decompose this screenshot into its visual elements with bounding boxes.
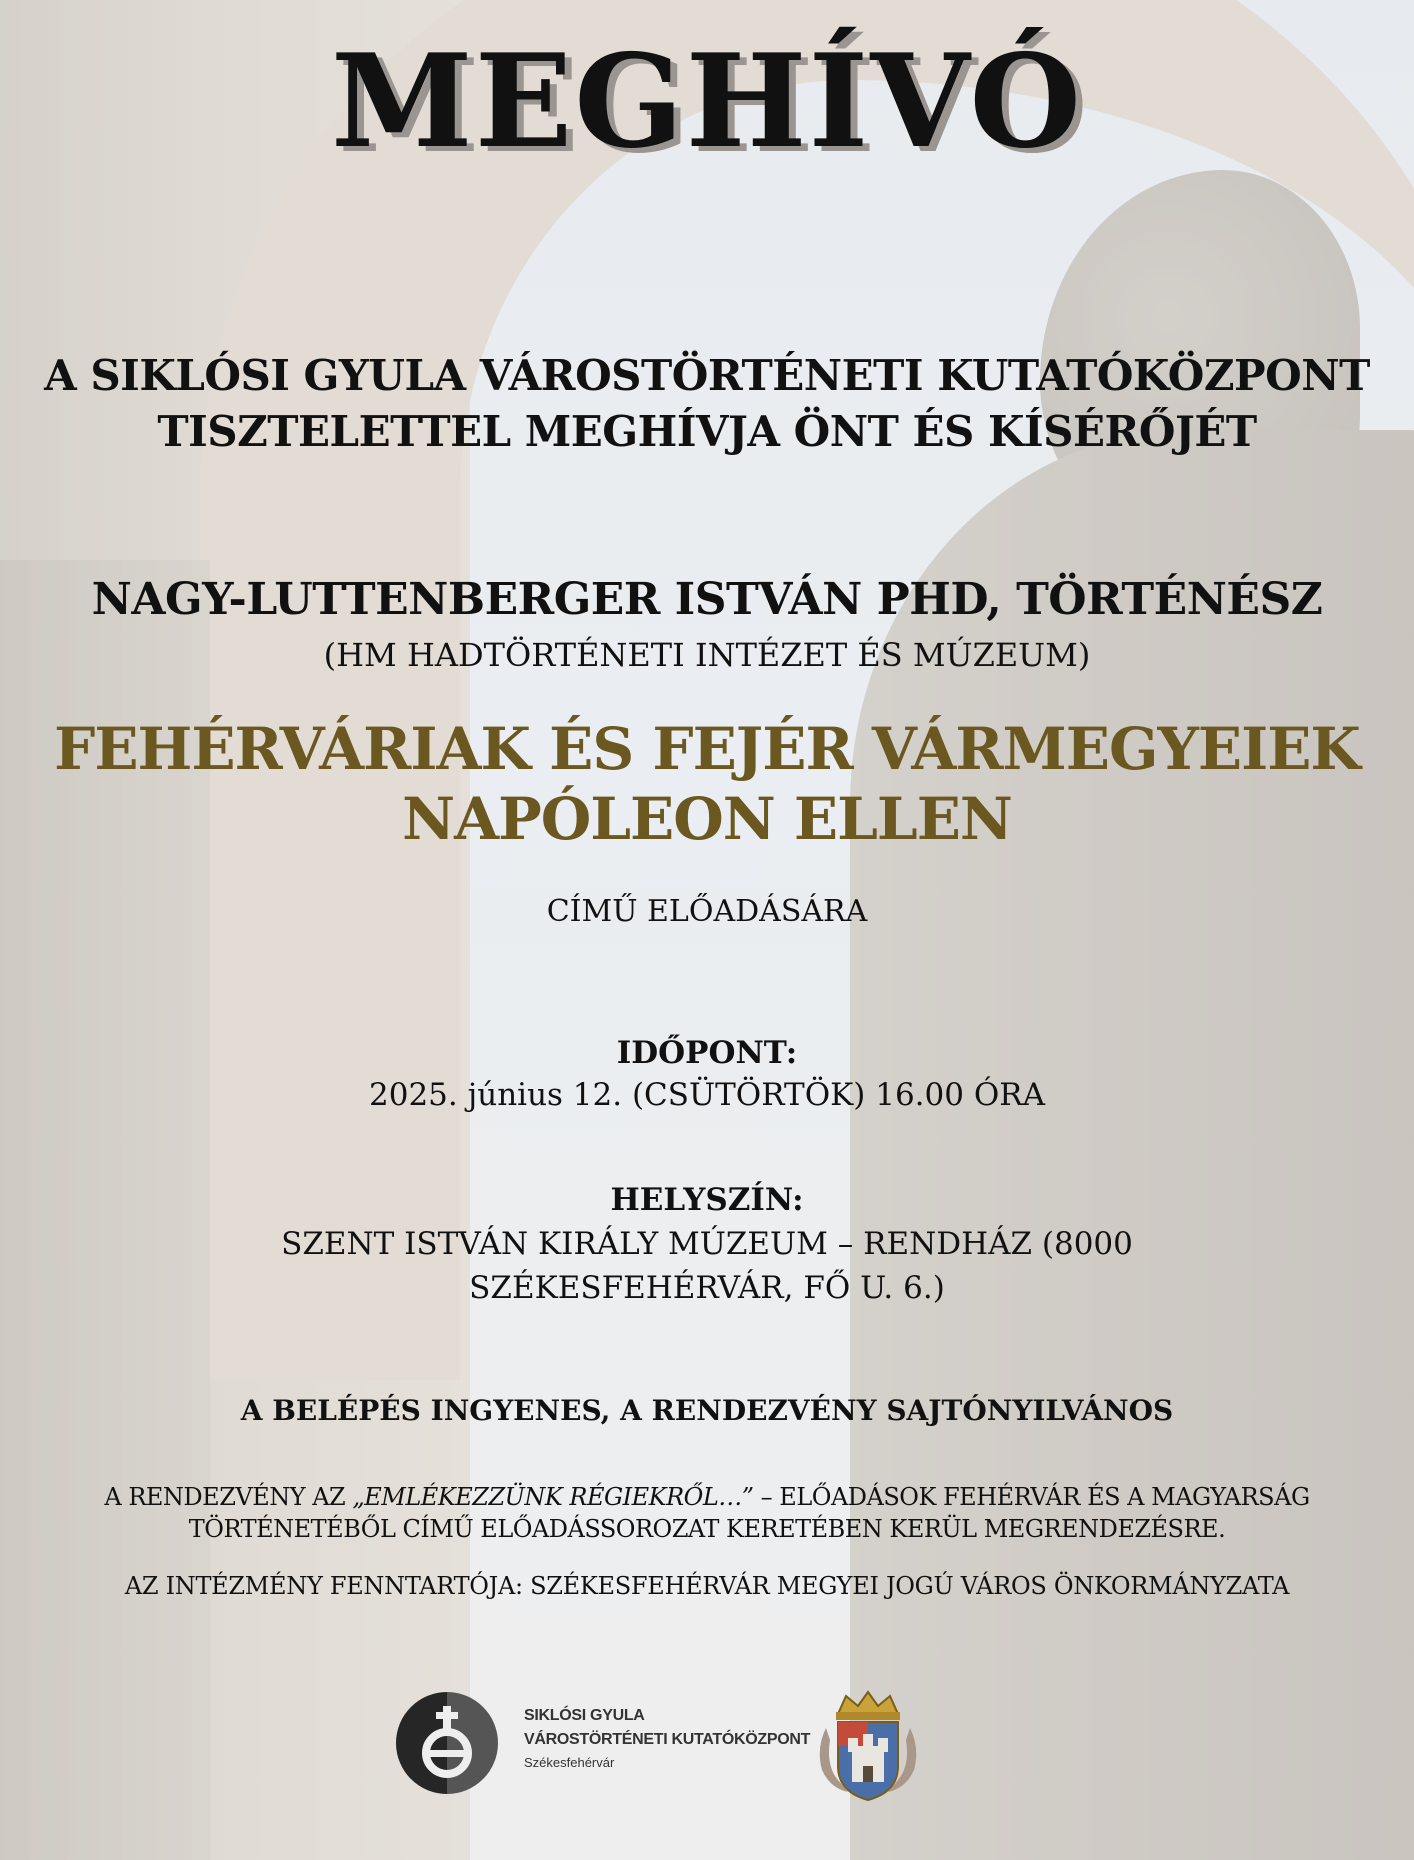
city-coat-of-arms-icon — [808, 1688, 928, 1806]
organizer-block — [20, 348, 1394, 460]
logo-cross-horizontal — [436, 1712, 458, 1719]
lecture-title-line-1: FEHÉRVÁRIAK ÉS FEJÉR VÁRMEGYEIEK — [54, 715, 1360, 783]
institute-logo-text — [524, 1704, 810, 1774]
series-name: „EMLÉKEZZÜNK RÉGIEKRŐL…” — [352, 1483, 754, 1511]
logo-line-1: SIKLÓSI GYULA — [524, 1707, 645, 1724]
series-prefix: A RENDEZVÉNY AZ — [104, 1483, 353, 1511]
maintainer-note: AZ INTÉZMÉNY FENNTARTÓJA: SZÉKESFEHÉRVÁR MEGYEI JOGÚ VÁROS ÖNKORMÁNYZATA — [124, 1572, 1290, 1600]
date-label: IDŐPONT: — [616, 1035, 798, 1071]
lecture-title — [20, 714, 1394, 854]
logo-bar — [424, 1750, 470, 1757]
logo-line-2: VÁROSTÖRTÉNETI KUTATÓKÖZPONT — [524, 1731, 811, 1748]
institute-logo-icon — [396, 1692, 498, 1794]
lecture-subtitle: CÍMŰ ELŐADÁSÁRA — [546, 894, 868, 929]
date-block — [20, 1032, 1394, 1116]
series-note — [100, 1481, 1314, 1545]
venue-block — [220, 1178, 1194, 1310]
speaker-name: NAGY-LUTTENBERGER ISTVÁN PHD, TÖRTÉNÉSZ — [91, 574, 1323, 625]
venue-label: HELYSZÍN: — [610, 1182, 804, 1218]
organizer-line-2: TISZTELETTEL MEGHÍVJA ÖNT ÉS KÍSÉRŐJÉT — [157, 407, 1257, 456]
speaker-affiliation: (HM HADTÖRTÉNETI INTÉZET ÉS MÚZEUM) — [323, 636, 1091, 674]
venue-value-line-2: SZÉKESFEHÉRVÁR, FŐ U. 6.) — [469, 1270, 945, 1306]
lecture-title-line-2: NAPÓLEON ELLEN — [402, 785, 1012, 853]
page-title: MEGHÍVÓ — [331, 27, 1083, 177]
series-note-line-2: TÖRTÉNETÉBŐL CÍMŰ ELŐADÁSSOROZAT KERETÉBEN KERÜL MEGRENDEZÉSRE. — [188, 1515, 1226, 1543]
date-value: 2025. június 12. (CSÜTÖRTÖK) 16.00 ÓRA — [369, 1077, 1045, 1113]
logos-row — [396, 1688, 956, 1806]
organizer-line-1: A SIKLÓSI GYULA VÁROSTÖRTÉNETI KUTATÓKÖZPONT — [44, 351, 1370, 400]
logo-line-3: Székesfehérvár — [524, 1755, 615, 1770]
series-note-line-1 — [100, 1481, 1314, 1513]
entry-note: A BELÉPÉS INGYENES, A RENDEZVÉNY SAJTÓNYILVÁNOS — [240, 1394, 1174, 1427]
venue-value-line-1: SZENT ISTVÁN KIRÁLY MÚZEUM – RENDHÁZ (8000 — [281, 1226, 1133, 1262]
series-suffix: – ELŐADÁSOK FEHÉRVÁR ÉS A MAGYARSÁG — [753, 1483, 1310, 1511]
